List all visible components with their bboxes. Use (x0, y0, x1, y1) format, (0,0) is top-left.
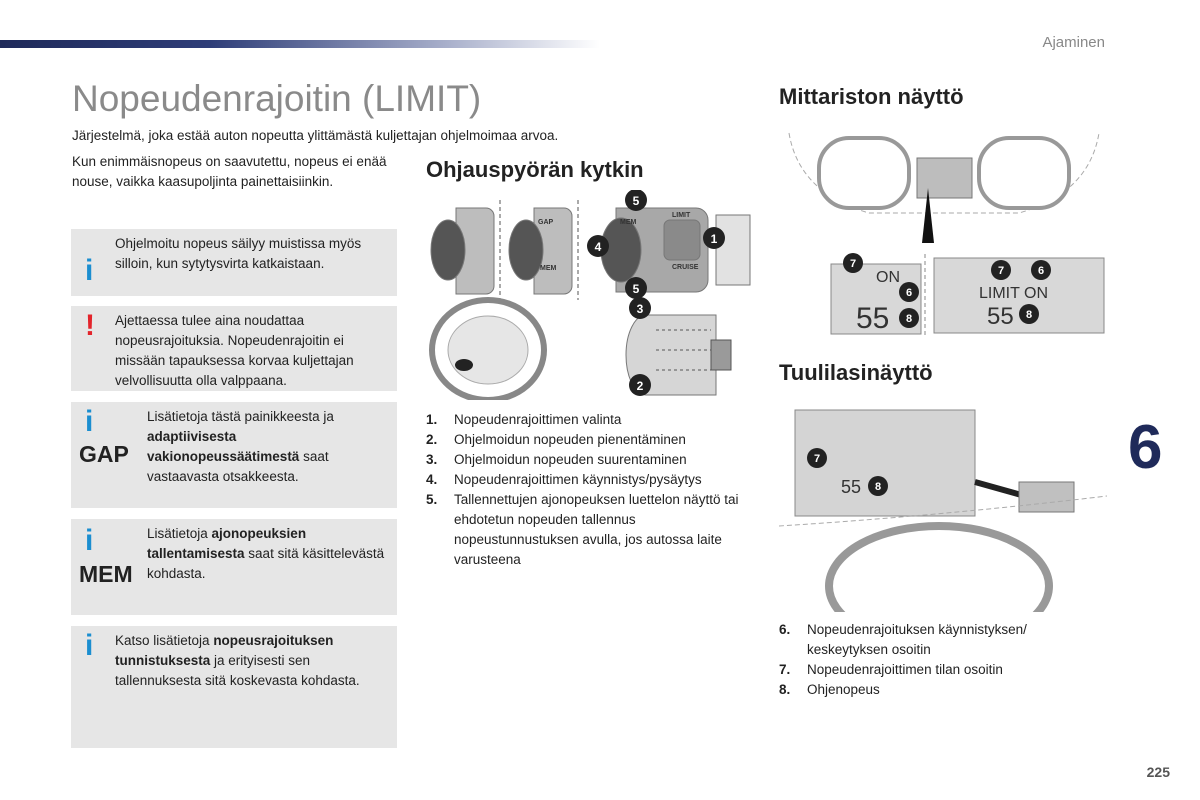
hud-heading: Tuulilasinäyttö (779, 360, 933, 385)
memory-note-text: Ohjelmoitu nopeus säilyy muistissa myös silloin, kun sytytysvirta katkaistaan. (115, 236, 362, 271)
list-item: 5. Tallennettujen ajonopeuksen luettelon näyttö tai ehdotetun nopeuden tallennus nopeustunnustuksen avulla, jos autossa laite varusteena (426, 492, 739, 567)
limit-paragraph: Kun enimmäisnopeus on saavutettu, nopeus ei enää nouse, vaikka kaasupoljinta painettaisiinkin. (72, 154, 387, 189)
callout-3: 3 (636, 302, 644, 316)
list-item: 7. Nopeudenrajoittimen tilan osoitin (779, 662, 1003, 677)
info-icon: i (85, 254, 94, 287)
mem-label: MEM (79, 561, 133, 587)
list-item: 2. Ohjelmoidun nopeuden pienentäminen (426, 432, 686, 447)
info-icon: i (85, 629, 94, 662)
warning-note-text: Ajettaessa tulee aina noudattaa nopeusrajoituksia. Nopeudenrajoitin ei missään tapauksessa korvaa kuljettajan velvollisuutta olla valppaana. (115, 313, 354, 388)
callout-1: 1 (710, 232, 718, 246)
intro-text: Järjestelmä, joka estää auton nopeutta ylittämästä kuljettajan ohjelmoimaa arvoa. (72, 128, 559, 143)
page-number: 225 (1146, 764, 1170, 780)
list-item: 6. Nopeudenrajoituksen käynnistyksen/ keskeytyksen osoitin (779, 622, 1027, 657)
list-item: 8. Ohjenopeus (779, 682, 880, 697)
legend-list (779, 620, 1079, 700)
callout-6b: 6 (1037, 265, 1045, 277)
mem-note-text: Lisätietoja ajonopeuksien tallentamisesta saat sitä käsittelevästä kohdasta. (147, 526, 385, 581)
cluster-right-status: LIMIT ON (979, 285, 1049, 302)
section-name: Ajaminen (1042, 34, 1105, 51)
warning-note-box (71, 306, 397, 391)
list-item: 4. Nopeudenrajoittimen käynnistys/pysäytys (426, 472, 702, 487)
steering-list (426, 410, 746, 570)
callout-8b: 8 (1025, 309, 1033, 321)
mem-key-label: MEM (540, 265, 557, 272)
recognition-note-box (71, 626, 397, 748)
limit-key-label: LIMIT (672, 212, 691, 219)
cluster-left-on: ON (876, 269, 900, 286)
chapter-number: 6 (1128, 413, 1163, 482)
header-bar (0, 40, 600, 48)
cruise-key-label: CRUISE (672, 264, 699, 271)
warning-icon: ! (85, 309, 95, 342)
callout-2: 2 (636, 379, 644, 393)
callout-7c: 7 (813, 453, 821, 465)
list-item: 1. Nopeudenrajoittimen valinta (426, 412, 622, 427)
gap-key-label: GAP (538, 219, 554, 226)
gap-note-box (71, 402, 397, 508)
mem-note-box (71, 519, 397, 615)
steering-heading: Ohjauspyörän kytkin (426, 157, 644, 182)
instrument-cluster-illustration (779, 128, 1107, 340)
callout-7b: 7 (997, 265, 1005, 277)
callout-8c: 8 (874, 481, 882, 493)
recognition-note-text: Katso lisätietoja nopeusrajoituksen tunnistuksesta ja erityisesti sen tallennuksesta sitä koskevasta kohdasta. (115, 633, 360, 688)
cluster-heading: Mittariston näyttö (779, 84, 964, 109)
callout-5b: 5 (632, 282, 640, 296)
callout-4: 4 (594, 240, 602, 254)
memory-note-box (71, 229, 397, 296)
info-icon: i (85, 524, 94, 557)
callout-5: 5 (632, 194, 640, 208)
gap-note-text: Lisätietoja tästä painikkeesta ja adaptiivisesta vakionopeussäätimestä saat vastaavasta otsakkeesta. (147, 409, 334, 484)
page-title: Nopeudenrajoitin (LIMIT) (72, 78, 482, 119)
cluster-right-speed: 55 (987, 303, 1014, 330)
info-icon: i (85, 405, 94, 438)
callout-7: 7 (849, 258, 857, 270)
hud-speed: 55 (841, 477, 862, 497)
list-item: 3. Ohjelmoidun nopeuden suurentaminen (426, 452, 687, 467)
callout-8: 8 (905, 313, 913, 325)
head-up-display-illustration (779, 406, 1107, 612)
gap-label: GAP (79, 441, 129, 467)
callout-6: 6 (905, 287, 913, 299)
cluster-left-speed: 55 (856, 302, 890, 335)
mem-key-label-2: MEM (620, 219, 637, 226)
steering-switch-illustration (426, 190, 756, 400)
